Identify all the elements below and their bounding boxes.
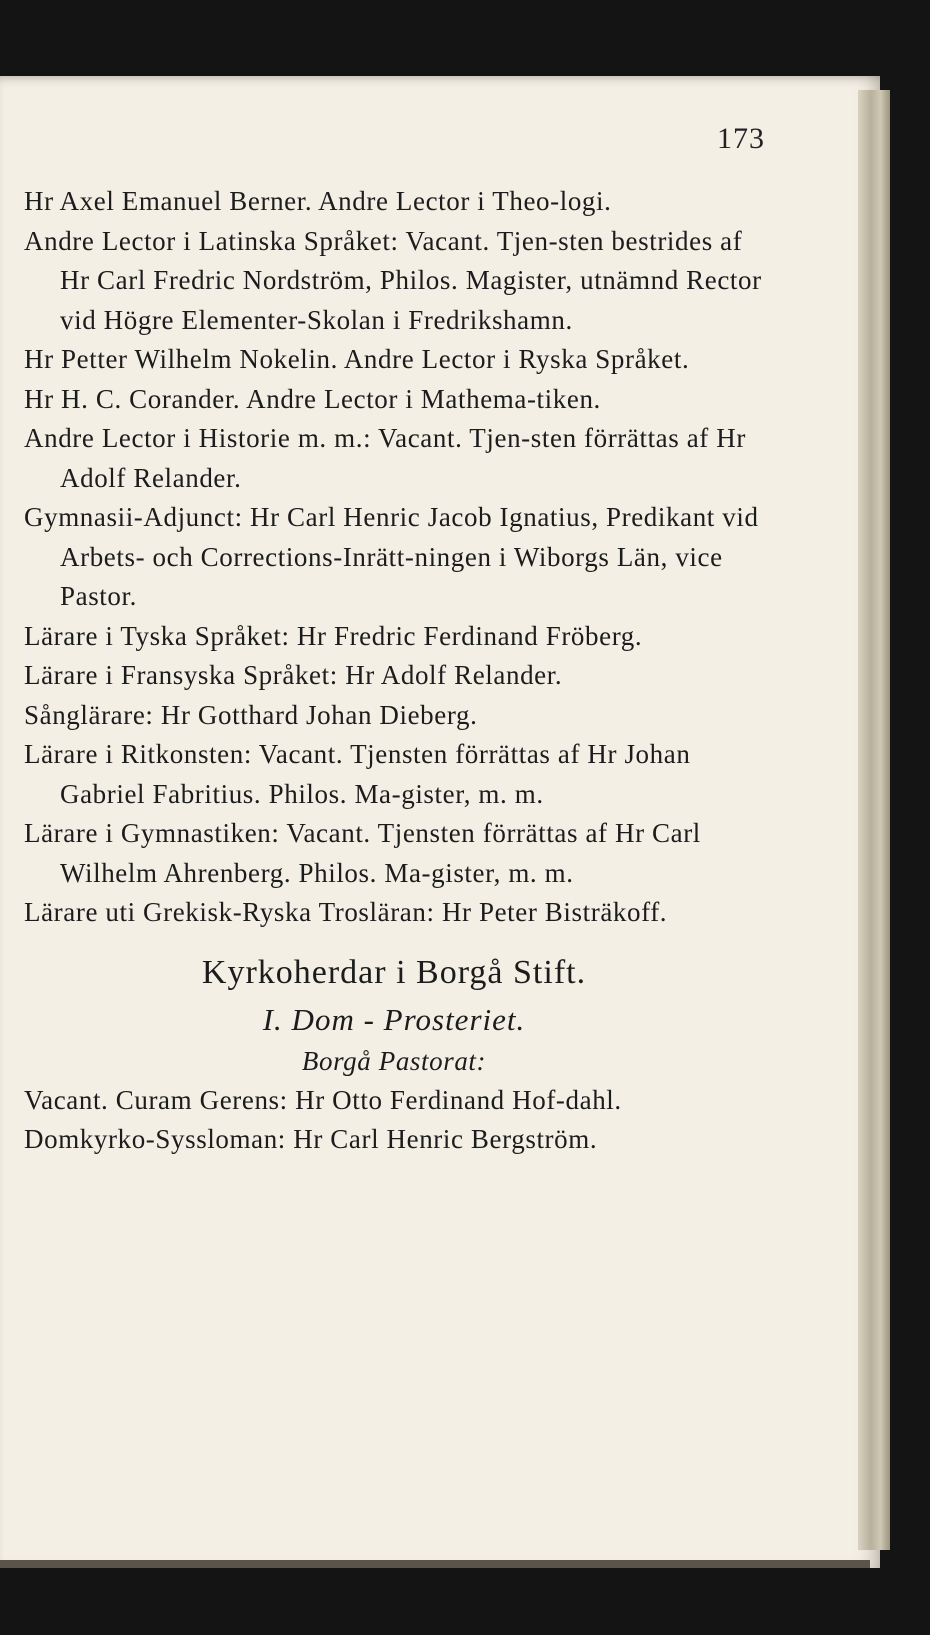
entry: Andre Lector i Historie m. m.: Vacant. Tjen-sten förrättas af Hr Adolf Relander. xyxy=(24,423,746,493)
pastorat-entry: Vacant. Curam Gerens: Hr Otto Ferdinand Hof-dahl. xyxy=(24,1084,622,1115)
page-bottom-edge xyxy=(0,1560,870,1568)
entry: Lärare uti Grekisk-Ryska Trosläran: Hr Peter Bisträkoff. xyxy=(24,897,668,927)
entry: Lärare i Gymnastiken: Vacant. Tjensten förrättas af Hr Carl Wilhelm Ahrenberg. Philos. Ma-gister, m. m. xyxy=(24,818,701,888)
book-spine xyxy=(858,90,890,1550)
entry: Lärare i Ritkonsten: Vacant. Tjensten förrättas af Hr Johan Gabriel Fabritius. Philos. Ma-gister, m. m. xyxy=(24,739,691,809)
entry: Lärare i Fransyska Språket: Hr Adolf Relander. xyxy=(24,660,563,690)
entry: Hr H. C. Corander. Andre Lector i Mathema-tiken. xyxy=(24,383,601,414)
page-text xyxy=(24,182,764,1160)
section-heading: Kyrkoherdar i Borgå Stift. xyxy=(201,953,587,991)
entry: Lärare i Tyska Språket: Hr Fredric Ferdinand Fröberg. xyxy=(24,620,643,651)
pastorat-heading: Borgå Pastorat: xyxy=(301,1045,487,1076)
page-number: 173 xyxy=(717,122,765,155)
entry: Hr Axel Emanuel Berner. Andre Lector i Theo-logi. xyxy=(24,186,612,216)
subsection-heading: I. Dom - Prosteriet. xyxy=(262,1001,526,1037)
entry: Hr Petter Wilhelm Nokelin. Andre Lector i Ryska Språket. xyxy=(24,344,690,374)
entry: Gymnasii-Adjunct: Hr Carl Henric Jacob Ignatius, Predikant vid Arbets- och Corrections-Inrätt-ningen i Wiborgs Län, vice Pastor. xyxy=(24,502,759,611)
entry: Sånglärare: Hr Gotthard Johan Dieberg. xyxy=(24,699,478,730)
entry: Andre Lector i Latinska Språket: Vacant. Tjen-sten bestrides af Hr Carl Fredric Nordström, Philos. Magister, utnämnd Rector vid Högre Elementer-Skolan i Fredrikshamn. xyxy=(24,225,762,335)
pastorat-entry: Domkyrko-Syssloman: Hr Carl Henric Bergström. xyxy=(24,1124,598,1154)
